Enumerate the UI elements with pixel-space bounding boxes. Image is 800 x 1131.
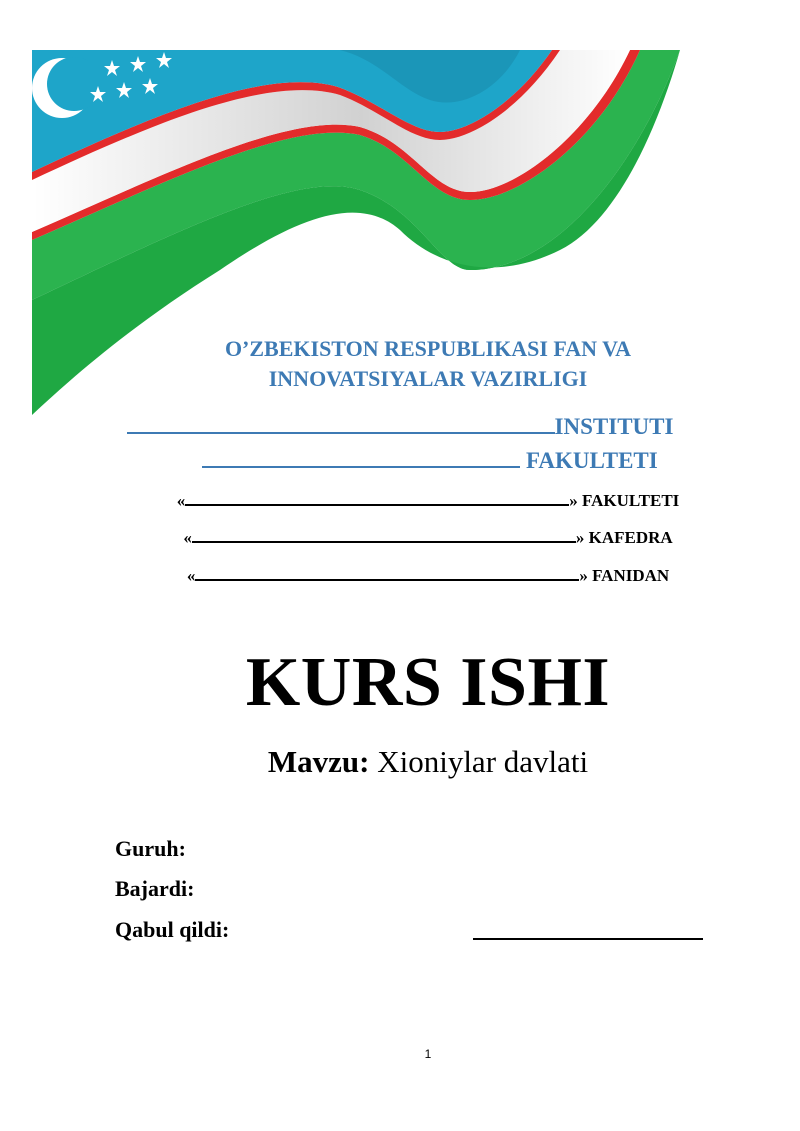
open-quote: « — [183, 528, 192, 547]
signature-line — [473, 938, 703, 940]
page-number: 1 — [424, 1047, 432, 1061]
institute-label: INSTITUTI — [554, 414, 674, 439]
faculty-field-blank — [185, 490, 569, 506]
performer-label: Bajardi: — [115, 876, 195, 901]
document-title: KURS ISHI — [245, 644, 611, 721]
ministry-heading — [120, 334, 736, 394]
open-quote: « — [176, 491, 186, 510]
subject-field-blank — [195, 565, 579, 581]
group-label: Guruh: — [115, 836, 186, 861]
faculty-field — [28, 490, 800, 512]
open-quote: « — [186, 566, 196, 585]
faculty-blank — [202, 446, 520, 468]
topic-line — [0, 742, 800, 782]
ministry-line-2: INNOVATSIYALAR VAZIRLIGI — [268, 366, 588, 391]
department-field — [28, 527, 800, 549]
faculty-label: FAKULTETI — [520, 448, 658, 473]
department-field-blank — [192, 527, 576, 543]
department-field-label: » KAFEDRA — [575, 528, 673, 547]
institute-line — [0, 412, 800, 442]
subject-field — [28, 565, 800, 587]
institute-blank — [127, 412, 555, 434]
faculty-field-label: » FAKULTETI — [569, 491, 680, 510]
topic-label: Mavzu: — [267, 744, 370, 779]
faculty-line — [30, 446, 800, 476]
accepted-label: Qabul qildi: — [115, 917, 230, 942]
subject-field-label: » FANIDAN — [579, 566, 670, 585]
topic-value: Xioniylar davlati — [369, 744, 589, 779]
ministry-line-1: O’ZBEKISTON RESPUBLIKASI FAN VA — [224, 336, 632, 361]
